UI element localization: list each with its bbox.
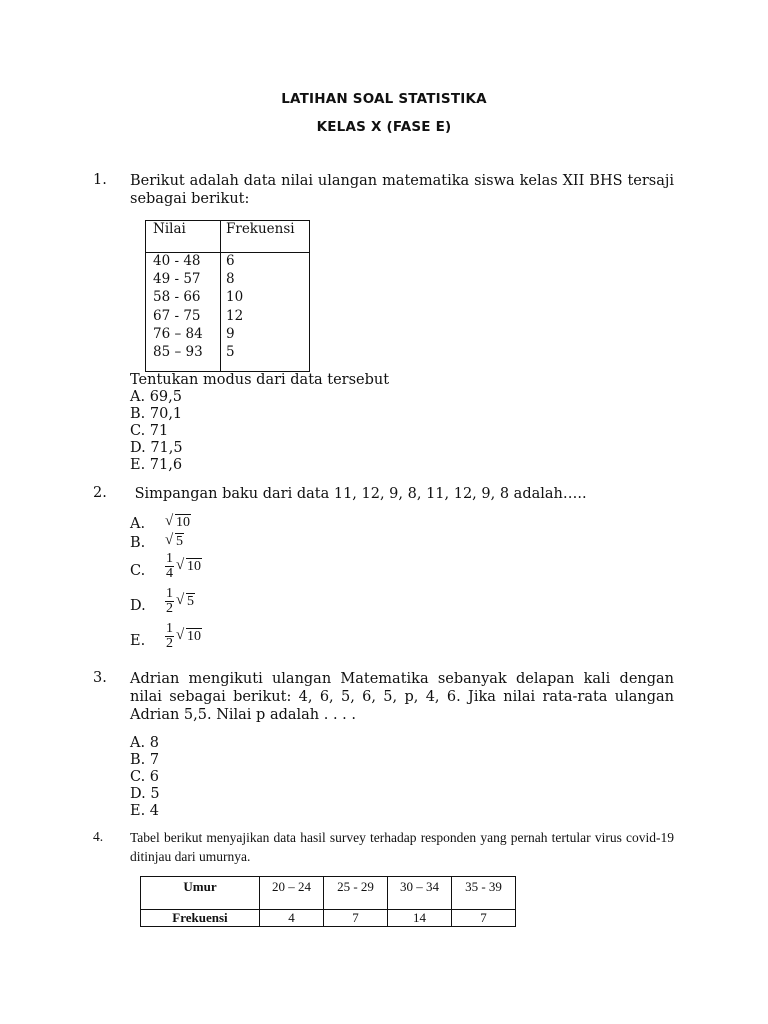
page-subtitle: KELAS X (FASE E) [316,119,452,135]
answer-option[interactable]: D. 71,5 [130,440,183,456]
answer-option-expression[interactable]: $\frac{1}{2}$ √ 10 [166,621,201,651]
answer-option[interactable]: C. 6 [130,769,160,785]
question-1-number: 1. [93,172,107,188]
table-column-nilai [153,252,203,361]
table-cell: 30 – 34 [388,877,452,910]
answer-option-letter[interactable]: E. [130,633,146,649]
question-1-answers [130,372,389,474]
question-1-prompt: Tentukan modus dari data tersebut [130,372,390,388]
answer-option[interactable]: B. 70,1 [130,406,183,422]
answer-option-letter[interactable]: C. [130,563,146,579]
answer-option-expression[interactable]: $\frac{1}{2}$ √ 5 [166,586,194,616]
question-3-text: Adrian mengikuti ulangan Matematika sebanyak delapan kali dengan nilai sebagai berikut: 4, 6, 5, 6, 5, p, 4, 6. Jika nilai rata-rata ulangan Adrian 5,5. Nilai p adalah . . . . [130,671,674,723]
table-header-frekuensi: Frekuensi [226,221,295,237]
table-label-frekuensi: Frekuensi [141,910,260,927]
table-label-umur: Umur [141,877,260,910]
answer-option[interactable]: C. 71 [130,423,169,439]
table-cell: 9 [226,325,235,342]
table-header-nilai: Nilai [153,221,186,237]
question-1-text: Berikut adalah data nilai ulangan matematika siswa kelas XII BHS tersaji sebagai berikut: [130,173,674,207]
table-cell: 5 [226,344,235,361]
table-cell: 12 [226,307,244,324]
table-cell: 49 - 57 [153,271,201,288]
answer-option[interactable]: A. 69,5 [130,389,182,405]
table-cell: 76 – 84 [153,325,203,342]
table-cell: 10 [226,289,244,306]
answer-option-expression[interactable]: $\frac{1}{4}$ √ 10 [166,551,201,581]
question-4-table [140,876,516,927]
table-column-frekuensi [226,252,243,361]
sqrt-icon: √ [176,627,185,643]
page-title: LATIHAN SOAL STATISTIKA [281,91,487,107]
table-cell: 7 [452,910,516,927]
question-1-table [145,220,310,372]
answer-option-letter[interactable]: B. [130,535,146,551]
table-cell: 14 [388,910,452,927]
table-cell: 58 - 66 [153,289,201,306]
sqrt-icon: √ [176,557,185,573]
question-2-text: Simpangan baku dari data 11, 12, 9, 8, 11, 12, 9, 8 adalah….. [130,486,587,502]
sqrt-icon: √ [165,532,174,548]
table-cell: 25 - 29 [324,877,388,910]
answer-option-letter[interactable]: D. [130,598,146,614]
table-cell: 7 [324,910,388,927]
answer-option[interactable]: D. 5 [130,786,160,802]
question-4-text: Tabel berikut menyajikan data hasil survey terhadap responden yang pernah tertular virus covid-19 ditinjau dari umurnya. [130,830,674,864]
question-2-number: 2. [93,485,107,501]
table-cell: 8 [226,271,235,288]
answer-option-expression[interactable]: √ 10 [165,513,190,530]
question-4-number: 4. [93,829,104,844]
answer-option[interactable]: E. 4 [130,803,160,819]
table-cell: 35 - 39 [452,877,516,910]
answer-option-letter[interactable]: A. [130,516,146,532]
table-cell: 6 [226,253,235,269]
question-3-number: 3. [93,670,107,686]
sqrt-icon: √ [176,592,185,608]
table-cell: 67 - 75 [153,307,201,324]
table-cell: 20 – 24 [260,877,324,910]
table-cell: 85 – 93 [153,344,203,361]
sqrt-icon: √ [165,513,174,529]
table-cell: 40 - 48 [153,253,201,269]
answer-option-expression[interactable]: √ 5 [165,532,183,549]
question-3-answers [130,735,160,820]
table-cell: 4 [260,910,324,927]
answer-option[interactable]: E. 71,6 [130,457,183,473]
answer-option[interactable]: B. 7 [130,752,160,768]
answer-option[interactable]: A. 8 [130,735,159,751]
